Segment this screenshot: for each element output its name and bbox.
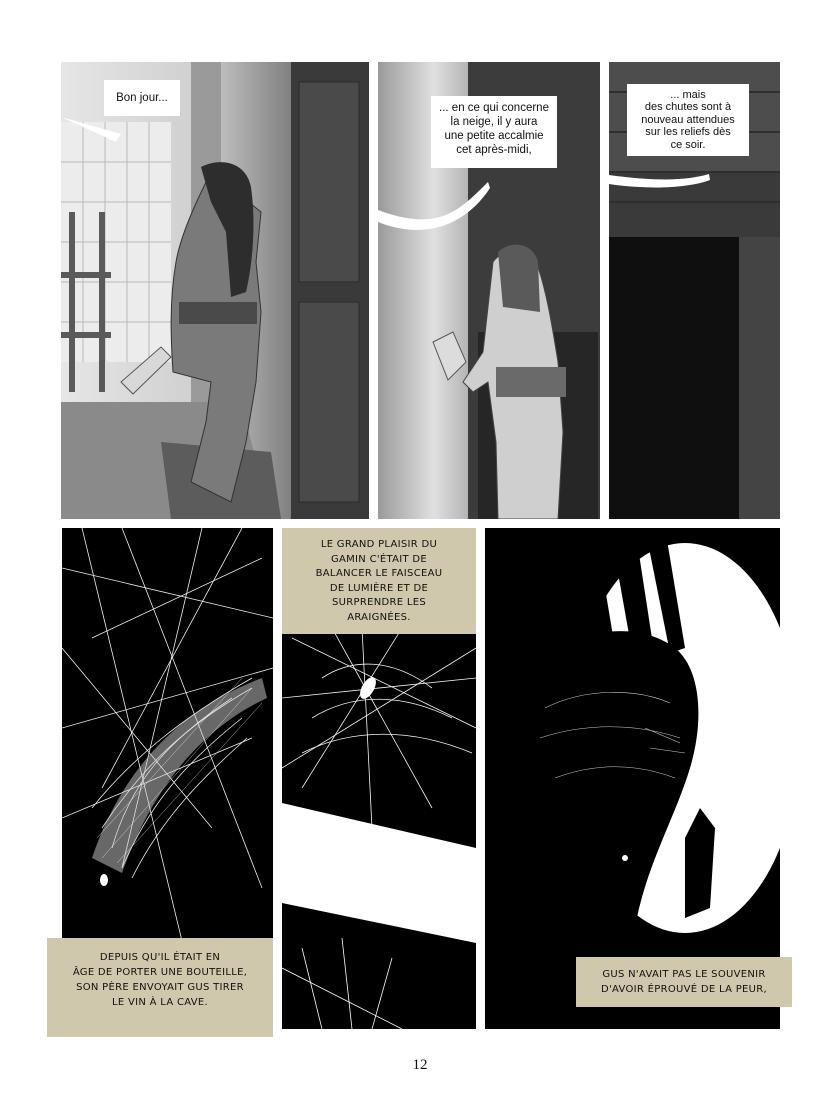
- panel-1-art: [61, 62, 369, 519]
- panel-1-man-in-doorway: [61, 62, 369, 519]
- speech-bubble-snowfall-tonight: ... mais des chutes sont à nouveau attendues sur les reliefs dès ce soir.: [627, 84, 749, 156]
- panel-4-art: [62, 528, 273, 941]
- panel-2-boy-at-column: [378, 62, 600, 519]
- panel-5-spider-light-beam: [282, 528, 476, 1029]
- caption-gus-souvenir: GUS N'AVAIT PAS LE SOUVENIR D'AVOIR ÉPROUVÉ DE LA PEUR,: [576, 957, 792, 1007]
- caption-grand-plaisir: LE GRAND PLAISIR DU GAMIN C'ÉTAIT DE BALANCER LE FAISCEAU DE LUMIÈRE ET DE SURPRENDRE LES ARAIGNÉES.: [282, 528, 476, 634]
- page-number: 12: [412, 1057, 428, 1073]
- speech-bubble-bonjour: Bon jour...: [104, 80, 180, 116]
- panel-3-dark-doorway: [609, 62, 780, 519]
- panel-4-cobweb: [62, 528, 273, 941]
- speech-bubble-snow-forecast: ... en ce qui concerne la neige, il y aura une petite accalmie cet après-midi,: [431, 96, 557, 168]
- panel-6-art: [485, 528, 780, 1029]
- panel-6-spider-closeup: [485, 528, 780, 1029]
- caption-depuis-qu-il: DEPUIS QU'IL ÉTAIT EN ÂGE DE PORTER UNE BOUTEILLE, SON PÈRE ENVOYAIT GUS TIRER LE VIN À LA CAVE.: [47, 938, 273, 1037]
